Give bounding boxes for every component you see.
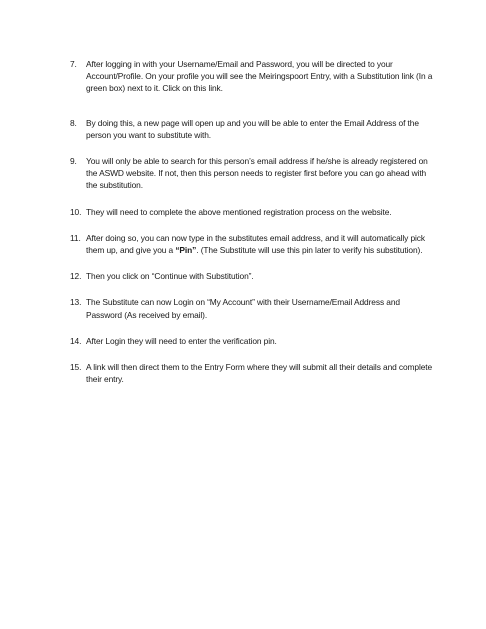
item-text: They will need to complete the above mentioned registration process on the website. (86, 206, 392, 217)
list-item-8 (70, 117, 438, 141)
item-text: After Login they will need to enter the verification pin. (86, 335, 277, 346)
item-text: A link will then direct them to the Entry Form where they will submit all their details and complete their entry. (86, 362, 433, 385)
item-number: 8. (70, 117, 77, 128)
item-number: 15. (70, 362, 82, 373)
list-item-14 (70, 335, 438, 347)
item-number: 10. (70, 206, 82, 217)
item-text: After logging in with your Username/Email and Password, you will be directed to your Account/Profile. On your profile you will see the Meiringspoort Entry, with a Substitution link (In a green box) next to it. Click on this link. (86, 59, 433, 94)
item-text (86, 232, 438, 256)
list-item-9 (70, 155, 438, 192)
item-text: You will only be able to search for this person’s email address if he/she is already registered on the ASWD website. If not, then this person needs to register first before you can go ahead with the substitution. (86, 156, 428, 191)
item-number: 14. (70, 335, 82, 346)
list-item-13 (70, 296, 438, 320)
item-text-before: After doing so, you can now type in the substitutes email address, and it will automatically pick them up, and give you a (86, 232, 425, 256)
item-number: 9. (70, 156, 77, 167)
list-item-10 (70, 206, 438, 218)
instruction-list (70, 58, 438, 385)
item-text-after: . (The Substitute will use this pin later to verify his substitution). (196, 245, 423, 256)
item-number: 13. (70, 297, 82, 308)
item-number: 11. (70, 232, 81, 243)
list-item-7 (70, 58, 438, 95)
item-number: 7. (70, 59, 77, 69)
list-item-11 (70, 232, 438, 256)
item-text: By doing this, a new page will open up and you will be able to enter the Email Address of the person you want to substitute with. (86, 117, 419, 140)
list-item-12 (70, 270, 438, 282)
pin-label: “Pin” (175, 245, 197, 256)
item-number: 12. (70, 271, 82, 282)
item-text: The Substitute can now Login on “My Account” with their Username/Email Address and Password (As received by email). (86, 297, 400, 320)
list-item-15 (70, 361, 438, 385)
item-text: Then you click on “Continue with Substitution”. (86, 271, 254, 282)
